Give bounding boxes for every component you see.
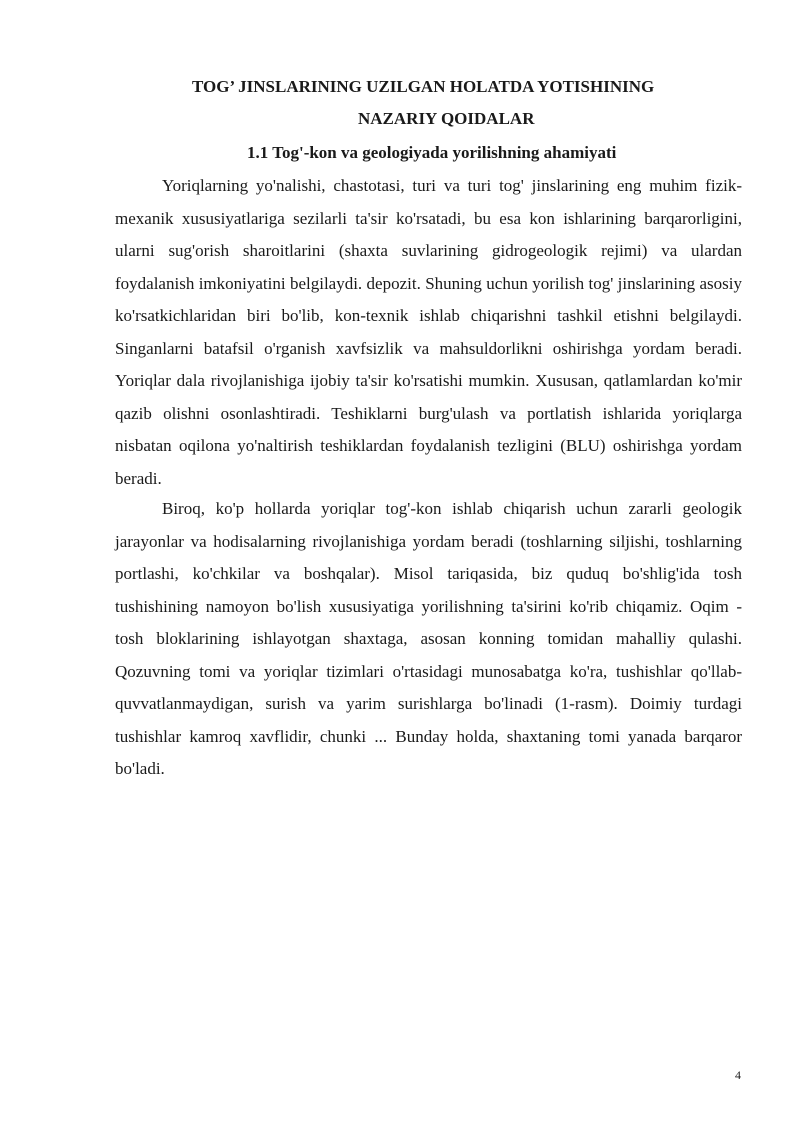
section-heading: 1.1 Tog'-kon va geologiyada yorilishning ahamiyati <box>247 143 617 162</box>
document-title-line-1: TOG’ JINSLARINING UZILGAN HOLATDA YOTISHINING <box>192 77 655 96</box>
body-paragraph-2: Biroq, ko'p hollarda yoriqlar tog'-kon ishlab chiqarish uchun zararli geologik jarayonlar va hodisalarning rivojlanishiga yordam beradi (toshlarning siljishi, toshlarning portlashi, ko'chkilar va boshqalar). Misol tariqasida, biz quduq bo'shlig'ida tosh tushishining namoyon bo'lish xususiyatiga yorilishning ta'sirini ko'rib chiqamiz. Oqim - tosh bloklarining ishlayotgan shaxtaga, asosan konning tomidan mahalliy qulashi. Qozuvning tomi va yoriqlar tizimlari o'rtasidagi munosabatga ko'ra, tushishlar qo'llab-quvvatlanmaydigan, surish va yarim surishlarga bo'linadi (1-rasm). Doimiy turdagi tushishlar kamroq xavflidir, chunki ... Bunday holda, shaxtaning tomi yanada barqaror bo'ladi. <box>115 499 742 778</box>
page-number: 4 <box>735 1068 741 1082</box>
document-title-line-2: NAZARIY QOIDALAR <box>358 109 535 128</box>
body-paragraph-1: Yoriqlarning yo'nalishi, chastotasi, turi va turi tog' jinslarining eng muhim fizik-mexanik xususiyatlariga sezilarli ta'sir ko'rsatadi, bu esa kon ishlarining barqarorligini, ularni sug'orish sharoitlarini (shaxta suvlarining gidrogeologik rejimi) va ulardan foydalanish imkoniyatini belgilaydi. depozit. Shuning uchun yorilish tog' jinslarining asosiy ko'rsatkichlaridan biri bo'lib, kon-texnik ishlab chiqarishni tashkil etishni belgilaydi. Singanlarni batafsil o'rganish xavfsizlik va mahsuldorlikni oshirishga yordam beradi. Yoriqlar dala rivojlanishiga ijobiy ta'sir ko'rsatishi mumkin. Xususan, qatlamlardan ko'mir qazib olishni osonlashtiradi. Teshiklarni burg'ulash va portlatish ishlarida yoriqlarga nisbatan oqilona yo'naltirish teshiklardan foydalanish tezligini (BLU) oshirishga yordam beradi. <box>115 176 742 488</box>
